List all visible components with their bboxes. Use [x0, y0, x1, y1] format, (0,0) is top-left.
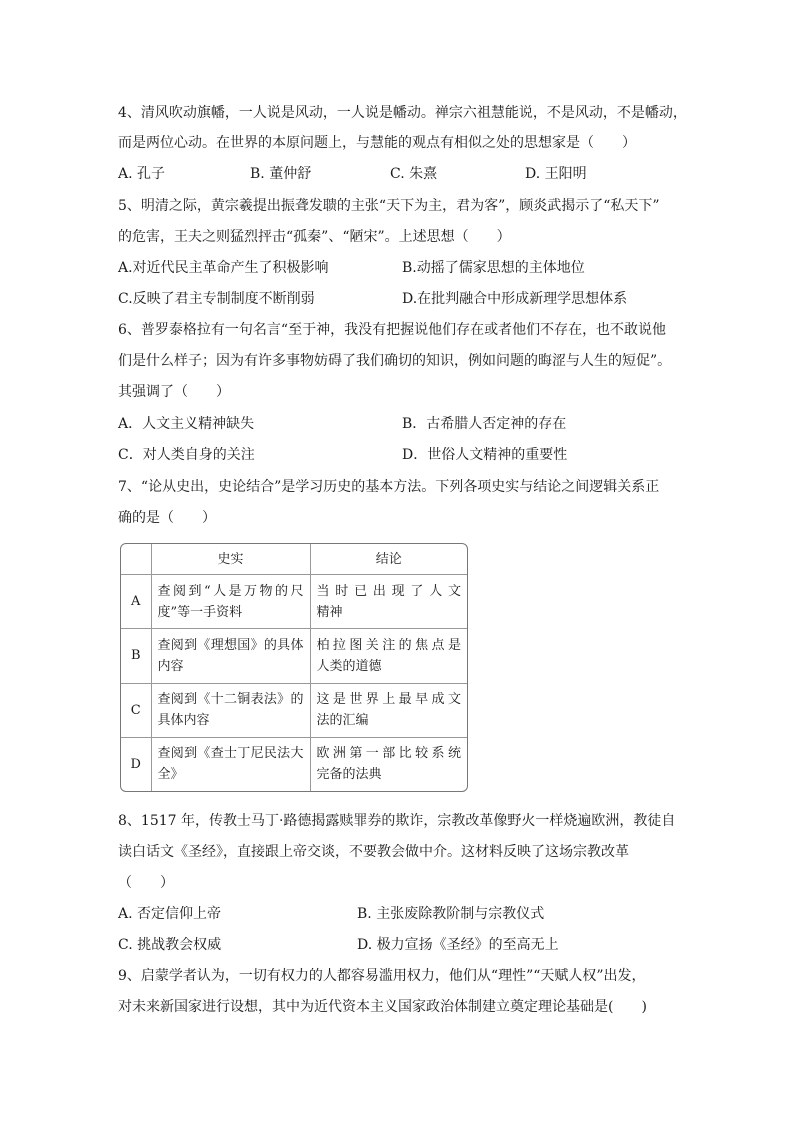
- conclusion-line: 精神: [316, 604, 343, 620]
- conclusion-line: 当时已出现了人文: [316, 583, 461, 599]
- table-row: [121, 683, 467, 737]
- q6-option-a: A．人文主义精神缺失: [118, 416, 255, 432]
- table-row: [121, 737, 467, 791]
- row-fact: [151, 683, 310, 737]
- row-conclusion: [310, 737, 467, 791]
- q4-option-c: C. 朱熹: [390, 166, 438, 182]
- row-fact: [151, 629, 310, 683]
- q6-line2: 们是什么样子；因为有许多事物妨碍了我们确切的知识，例如问题的晦涩与人生的短促”。: [118, 353, 672, 369]
- fact-line: 全》: [157, 767, 184, 783]
- q8-option-d: D. 极力宣扬《圣经》的至高无上: [357, 937, 559, 953]
- fact-line: 查阅到《查士丁尼民法大: [157, 746, 304, 762]
- q4-line1: 4、清风吹动旗幡，一人说是风动，一人说是幡动。禅宗六祖慧能说，不是风动，不是幡动，: [118, 105, 687, 121]
- q5-option-d: D.在批判融合中形成新理学思想体系: [402, 291, 628, 307]
- row-label: C: [121, 683, 151, 737]
- q6-option-b: B．古希腊人否定神的存在: [402, 416, 567, 432]
- q8-line1: 8、1517 年，传教士马丁·路德揭露赎罪券的欺诈，宗教改革像野火一样烧遍欧洲，教徒自: [118, 813, 676, 829]
- q4-option-b: B. 董仲舒: [250, 166, 312, 182]
- row-conclusion: [310, 629, 467, 683]
- fact-line: 内容: [157, 658, 184, 674]
- row-label: B: [121, 629, 151, 683]
- row-fact: [151, 737, 310, 791]
- q7-line2: 确的是（ ）: [118, 510, 216, 526]
- q8-option-a: A. 否定信仰上帝: [118, 906, 222, 922]
- table-row: [121, 629, 467, 683]
- q4-option-a: A. 孔子: [118, 166, 166, 182]
- q6-line3: 其强调了（ ）: [118, 384, 230, 400]
- q4-option-d: D. 王阳明: [525, 166, 587, 182]
- q8-option-c: C. 挑战教会权威: [118, 937, 222, 953]
- table-row: [121, 575, 467, 629]
- q5-option-a: A.对近代民主革命产生了积极影响: [118, 260, 329, 276]
- history-table: [120, 543, 468, 792]
- row-conclusion: [310, 575, 467, 629]
- q5-option-c: C.反映了君主专制制度不断削弱: [118, 291, 315, 307]
- q5-option-b: B.动摇了儒家思想的主体地位: [402, 260, 585, 276]
- fact-line: 具体内容: [157, 713, 210, 729]
- q9-line1: 9、启蒙学者认为，一切有权力的人都容易滥用权力，他们从“理性”“天赋人权”出发，: [118, 968, 646, 984]
- q7-line1: 7、“论从史出，史论结合”是学习历史的基本方法。下列各项史实与结论之间逻辑关系正: [118, 479, 660, 495]
- q8-line3: （ ）: [118, 875, 174, 891]
- row-fact: [151, 575, 310, 629]
- q9-line2: 对未来新国家进行设想，其中为近代资本主义国家政治体制建立奠定理论基础是( ): [118, 999, 647, 1015]
- table-header-fact: 史实: [151, 544, 310, 575]
- table-header-corner: [121, 544, 151, 575]
- fact-line: 查阅到《理想国》的具体: [157, 637, 304, 653]
- row-label: D: [121, 737, 151, 791]
- conclusion-line: 完备的法典: [316, 767, 382, 783]
- row-label: A: [121, 575, 151, 629]
- conclusion-line: 欧洲第一部比较系统: [316, 746, 461, 762]
- conclusion-line: 法的汇编: [316, 713, 369, 729]
- q5-line1: 5、明清之际，黄宗羲提出振聋发聩的主张“天下为主，君为客”，顾炎武揭示了“私天下”: [118, 198, 660, 214]
- row-conclusion: [310, 683, 467, 737]
- fact-line: 查阅到“人是万物的尺: [157, 583, 304, 599]
- q6-option-c: C．对人类自身的关注: [118, 447, 255, 463]
- table-header-conclusion: 结论: [310, 544, 467, 575]
- fact-line: 度”等一手资料: [157, 604, 243, 620]
- q6-option-d: D．世俗人文精神的重要性: [402, 447, 568, 463]
- q5-line2: 的危害，王夫之则猛烈抨击“孤秦”、“陋宋”。上述思想（ ）: [118, 229, 511, 245]
- table-header-row: [121, 544, 467, 575]
- q4-line2: 而是两位心动。在世界的本原问题上，与慧能的观点有相似之处的思想家是（ ）: [118, 135, 636, 151]
- fact-line: 查阅到《十二铜表法》的: [157, 692, 304, 708]
- q8-line2: 读白话文《圣经》，直接跟上帝交谈，不要教会做中介。这材料反映了这场宗教改革: [118, 844, 629, 860]
- conclusion-line: 人类的道德: [316, 658, 382, 674]
- q6-line1: 6、普罗泰格拉有一句名言“至于神，我没有把握说他们存在或者他们不存在，也不敢说他: [118, 322, 667, 338]
- q8-option-b: B. 主张废除教阶制与宗教仪式: [357, 906, 545, 922]
- conclusion-line: 柏拉图关注的焦点是: [316, 637, 461, 653]
- conclusion-line: 这是世界上最早成文: [316, 692, 461, 708]
